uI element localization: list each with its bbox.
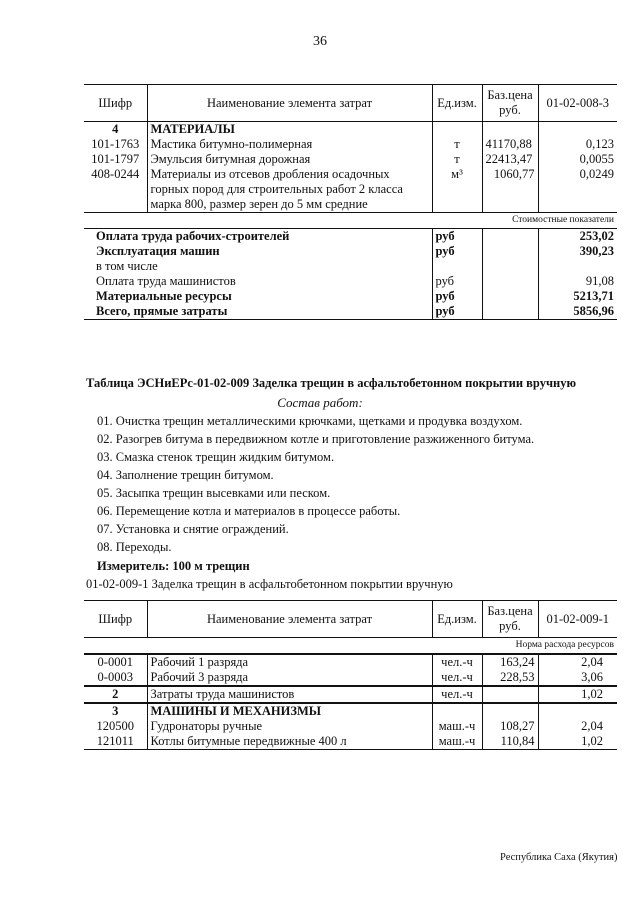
summary-value: 5856,96	[538, 304, 617, 320]
section-name: МАТЕРИАЛЫ	[147, 122, 432, 138]
operation-item: 06. Перемещение котла и материалов в процессе работы.	[97, 504, 401, 518]
row-price	[482, 686, 538, 703]
summary-unit	[432, 259, 482, 274]
row-code: 408-0244	[84, 167, 147, 213]
header-name: Наименование элемента затрат	[147, 601, 432, 638]
row-name: Котлы битумные передвижные 400 л	[147, 734, 432, 750]
summary-name: Оплата труда рабочих-строителей	[96, 229, 290, 243]
summary-name: в том числе	[96, 259, 158, 273]
summary-row	[84, 259, 617, 274]
summary-unit: руб	[432, 289, 482, 304]
row-code: 120500	[96, 719, 134, 733]
row-unit	[432, 703, 482, 719]
table-header-row	[84, 601, 617, 638]
row-unit: т	[432, 152, 482, 167]
row-code: 101-1763	[91, 137, 140, 151]
header-unit: Ед.изм.	[432, 85, 482, 122]
table-header-row	[84, 85, 617, 122]
summary-name: Эксплуатация машин	[96, 244, 220, 258]
row-unit: чел.-ч	[432, 654, 482, 670]
section-row	[84, 122, 617, 138]
row-value: 1,02	[538, 686, 617, 703]
row-price: 108,27	[482, 719, 538, 734]
resources-table-1	[84, 84, 617, 320]
row-value: 2,04	[538, 654, 617, 670]
row-name: Гудронаторы ручные	[147, 719, 432, 734]
summary-row	[84, 304, 617, 320]
header-name: Наименование элемента затрат	[147, 85, 432, 122]
footer-region: Республика Саха (Якутия)	[500, 852, 618, 863]
table-row	[84, 654, 617, 670]
row-name: Затраты труда машинистов	[147, 686, 432, 703]
resources-table-2	[84, 600, 617, 750]
summary-unit: руб	[432, 274, 482, 289]
summary-name: Материальные ресурсы	[96, 289, 232, 303]
row-value: 1,02	[538, 734, 617, 750]
table-row	[84, 734, 617, 750]
norm-code-line: 01-02-009-1 Заделка трещин в асфальтобетонном покрытии вручную	[86, 577, 453, 591]
row-price: 163,24	[482, 654, 538, 670]
row-price: 228,53	[482, 670, 538, 686]
row-price: 41170,88	[482, 137, 538, 152]
row-unit: маш.-ч	[432, 734, 482, 750]
summary-value: 5213,71	[538, 289, 617, 304]
table-title: Таблица ЭСНиЕРс-01-02-009 Заделка трещин в асфальтобетонном покрытии вручную	[86, 376, 576, 390]
table-row	[84, 686, 617, 703]
row-name: Рабочий 3 разряда	[147, 670, 432, 686]
row-unit: чел.-ч	[432, 670, 482, 686]
summary-row	[84, 229, 617, 245]
header-code: Шифр	[84, 85, 147, 122]
operation-item: 07. Установка и снятие ограждений.	[97, 522, 289, 536]
row-code: 101-1797	[91, 152, 140, 166]
table-row	[84, 137, 617, 152]
header-norm-code: 01-02-009-1	[538, 601, 617, 638]
header-code: Шифр	[84, 601, 147, 638]
table-row	[84, 152, 617, 167]
summary-row	[84, 244, 617, 259]
header-norm-code: 01-02-008-3	[538, 85, 617, 122]
cost-label-row	[84, 213, 617, 229]
row-value: 0,123	[538, 137, 617, 152]
section-row	[84, 703, 617, 719]
row-value	[538, 703, 617, 719]
row-value: 0,0249	[538, 167, 617, 213]
row-unit: т	[432, 137, 482, 152]
row-code: 0-0003	[84, 670, 147, 686]
summary-value: 390,23	[538, 244, 617, 259]
row-name: Мастика битумно-полимерная	[147, 137, 432, 152]
row-code: 121011	[96, 734, 134, 748]
operation-item: 08. Переходы.	[97, 540, 172, 554]
row-price: 1060,77	[482, 167, 538, 213]
row-value: 3,06	[538, 670, 617, 686]
row-unit: маш.-ч	[432, 719, 482, 734]
summary-unit: руб	[432, 229, 482, 245]
row-price: 22413,47	[482, 152, 538, 167]
summary-name: Всего, прямые затраты	[96, 304, 228, 318]
norm-label: Норма расхода ресурсов	[482, 638, 617, 655]
row-value: 2,04	[538, 719, 617, 734]
row-code: 0-0001	[97, 655, 133, 669]
table-row	[84, 719, 617, 734]
summary-row	[84, 274, 617, 289]
operation-item: 03. Смазка стенок трещин жидким битумом.	[97, 450, 335, 464]
row-code: 3	[112, 704, 119, 718]
norm-label-row	[84, 638, 617, 655]
row-value: 0,0055	[538, 152, 617, 167]
summary-row	[84, 289, 617, 304]
row-name: Материалы из отсевов дробления осадочных горных пород для строительных работ 2 класса марка 800, размер зерен до 5 мм средние	[147, 167, 432, 213]
row-unit: м³	[432, 167, 482, 213]
row-code: 2	[84, 686, 147, 703]
summary-value: 91,08	[538, 274, 617, 289]
row-price	[482, 703, 538, 719]
header-price: Баз.цена руб.	[482, 601, 538, 638]
operation-item: 04. Заполнение трещин битумом.	[97, 468, 274, 482]
header-price: Баз.цена руб.	[482, 85, 538, 122]
row-price: 110,84	[482, 734, 538, 750]
summary-unit: руб	[432, 244, 482, 259]
page-number: 36	[313, 34, 327, 49]
operation-item: 02. Разогрев битума в передвижном котле и приготовление разжиженного битума.	[97, 432, 535, 446]
row-name: Эмульсия битумная дорожная	[147, 152, 432, 167]
row-name: МАШИНЫ И МЕХАНИЗМЫ	[147, 703, 432, 719]
summary-name: Оплата труда машинистов	[96, 274, 236, 288]
measurement-unit: Измеритель: 100 м трещин	[97, 559, 250, 573]
section-code: 4	[112, 122, 119, 136]
summary-unit: руб	[432, 304, 482, 320]
row-name: Рабочий 1 разряда	[147, 654, 432, 670]
table-row	[84, 670, 617, 686]
row-unit: чел.-ч	[432, 686, 482, 703]
summary-value	[538, 259, 617, 274]
operation-item: 01. Очистка трещин металлическими крючками, щетками и продувка воздухом.	[97, 414, 523, 428]
table-row	[84, 167, 617, 213]
cost-label: Стоимостные показатели	[482, 213, 617, 229]
operation-item: 05. Засыпка трещин высевками или песком.	[97, 486, 331, 500]
header-unit: Ед.изм.	[432, 601, 482, 638]
summary-value: 253,02	[538, 229, 617, 245]
work-composition-heading: Состав работ:	[277, 395, 363, 410]
